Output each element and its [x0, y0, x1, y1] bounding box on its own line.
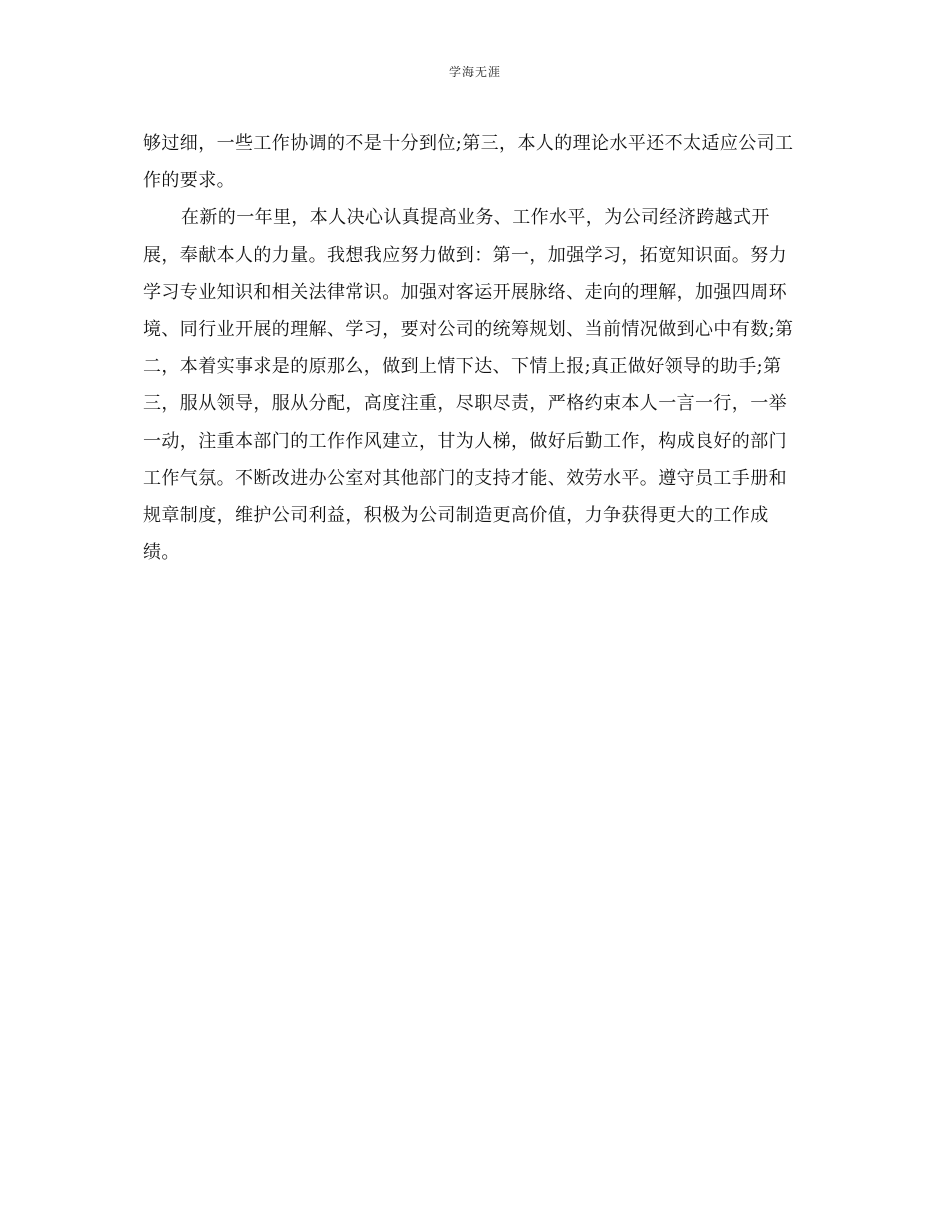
document-body — [143, 125, 809, 571]
paragraph-line: 规章制度，维护公司利益，积极为公司制造更高价值，力争获得更大的工作成 — [143, 504, 769, 526]
paragraph-line: 展，奉献本人的力量。我想我应努力做到：第一，加强学习，拓宽知识面。努力 — [143, 244, 787, 266]
paragraph-line: 作的要求。 — [143, 170, 235, 192]
paragraph-line: 绩。 — [143, 542, 180, 564]
paragraph-line: 三，服从领导，服从分配，高度注重，尽职尽责，严格约束本人一言一行，一举 — [143, 393, 787, 415]
paragraph-1 — [143, 125, 809, 199]
page-header: 学海无涯 — [448, 65, 501, 79]
paragraph-line: 学习专业知识和相关法律常识。加强对客运开展脉络、走向的理解，加强四周环 — [143, 281, 787, 303]
paragraph-line: 在新的一年里，本人决心认真提高业务、工作水平，为公司经济跨越式开 — [181, 207, 770, 229]
paragraph-line: 二，本着实事求是的原那么，做到上情下达、下情上报;真正做好领导的助手;第 — [143, 356, 782, 378]
paragraph-2 — [143, 199, 809, 571]
paragraph-line: 境、同行业开展的理解、学习，要对公司的统筹规划、当前情况做到心中有数;第 — [143, 318, 794, 340]
paragraph-line: 够过细，一些工作协调的不是十分到位;第三，本人的理论水平还不太适应公司工 — [143, 133, 794, 154]
paragraph-line: 一动，注重本部门的工作作风建立，甘为人梯，做好后勤工作，构成良好的部门 — [143, 430, 787, 452]
paragraph-line: 工作气氛。不断改进办公室对其他部门的支持才能、效劳水平。遵守员工手册和 — [143, 467, 787, 489]
